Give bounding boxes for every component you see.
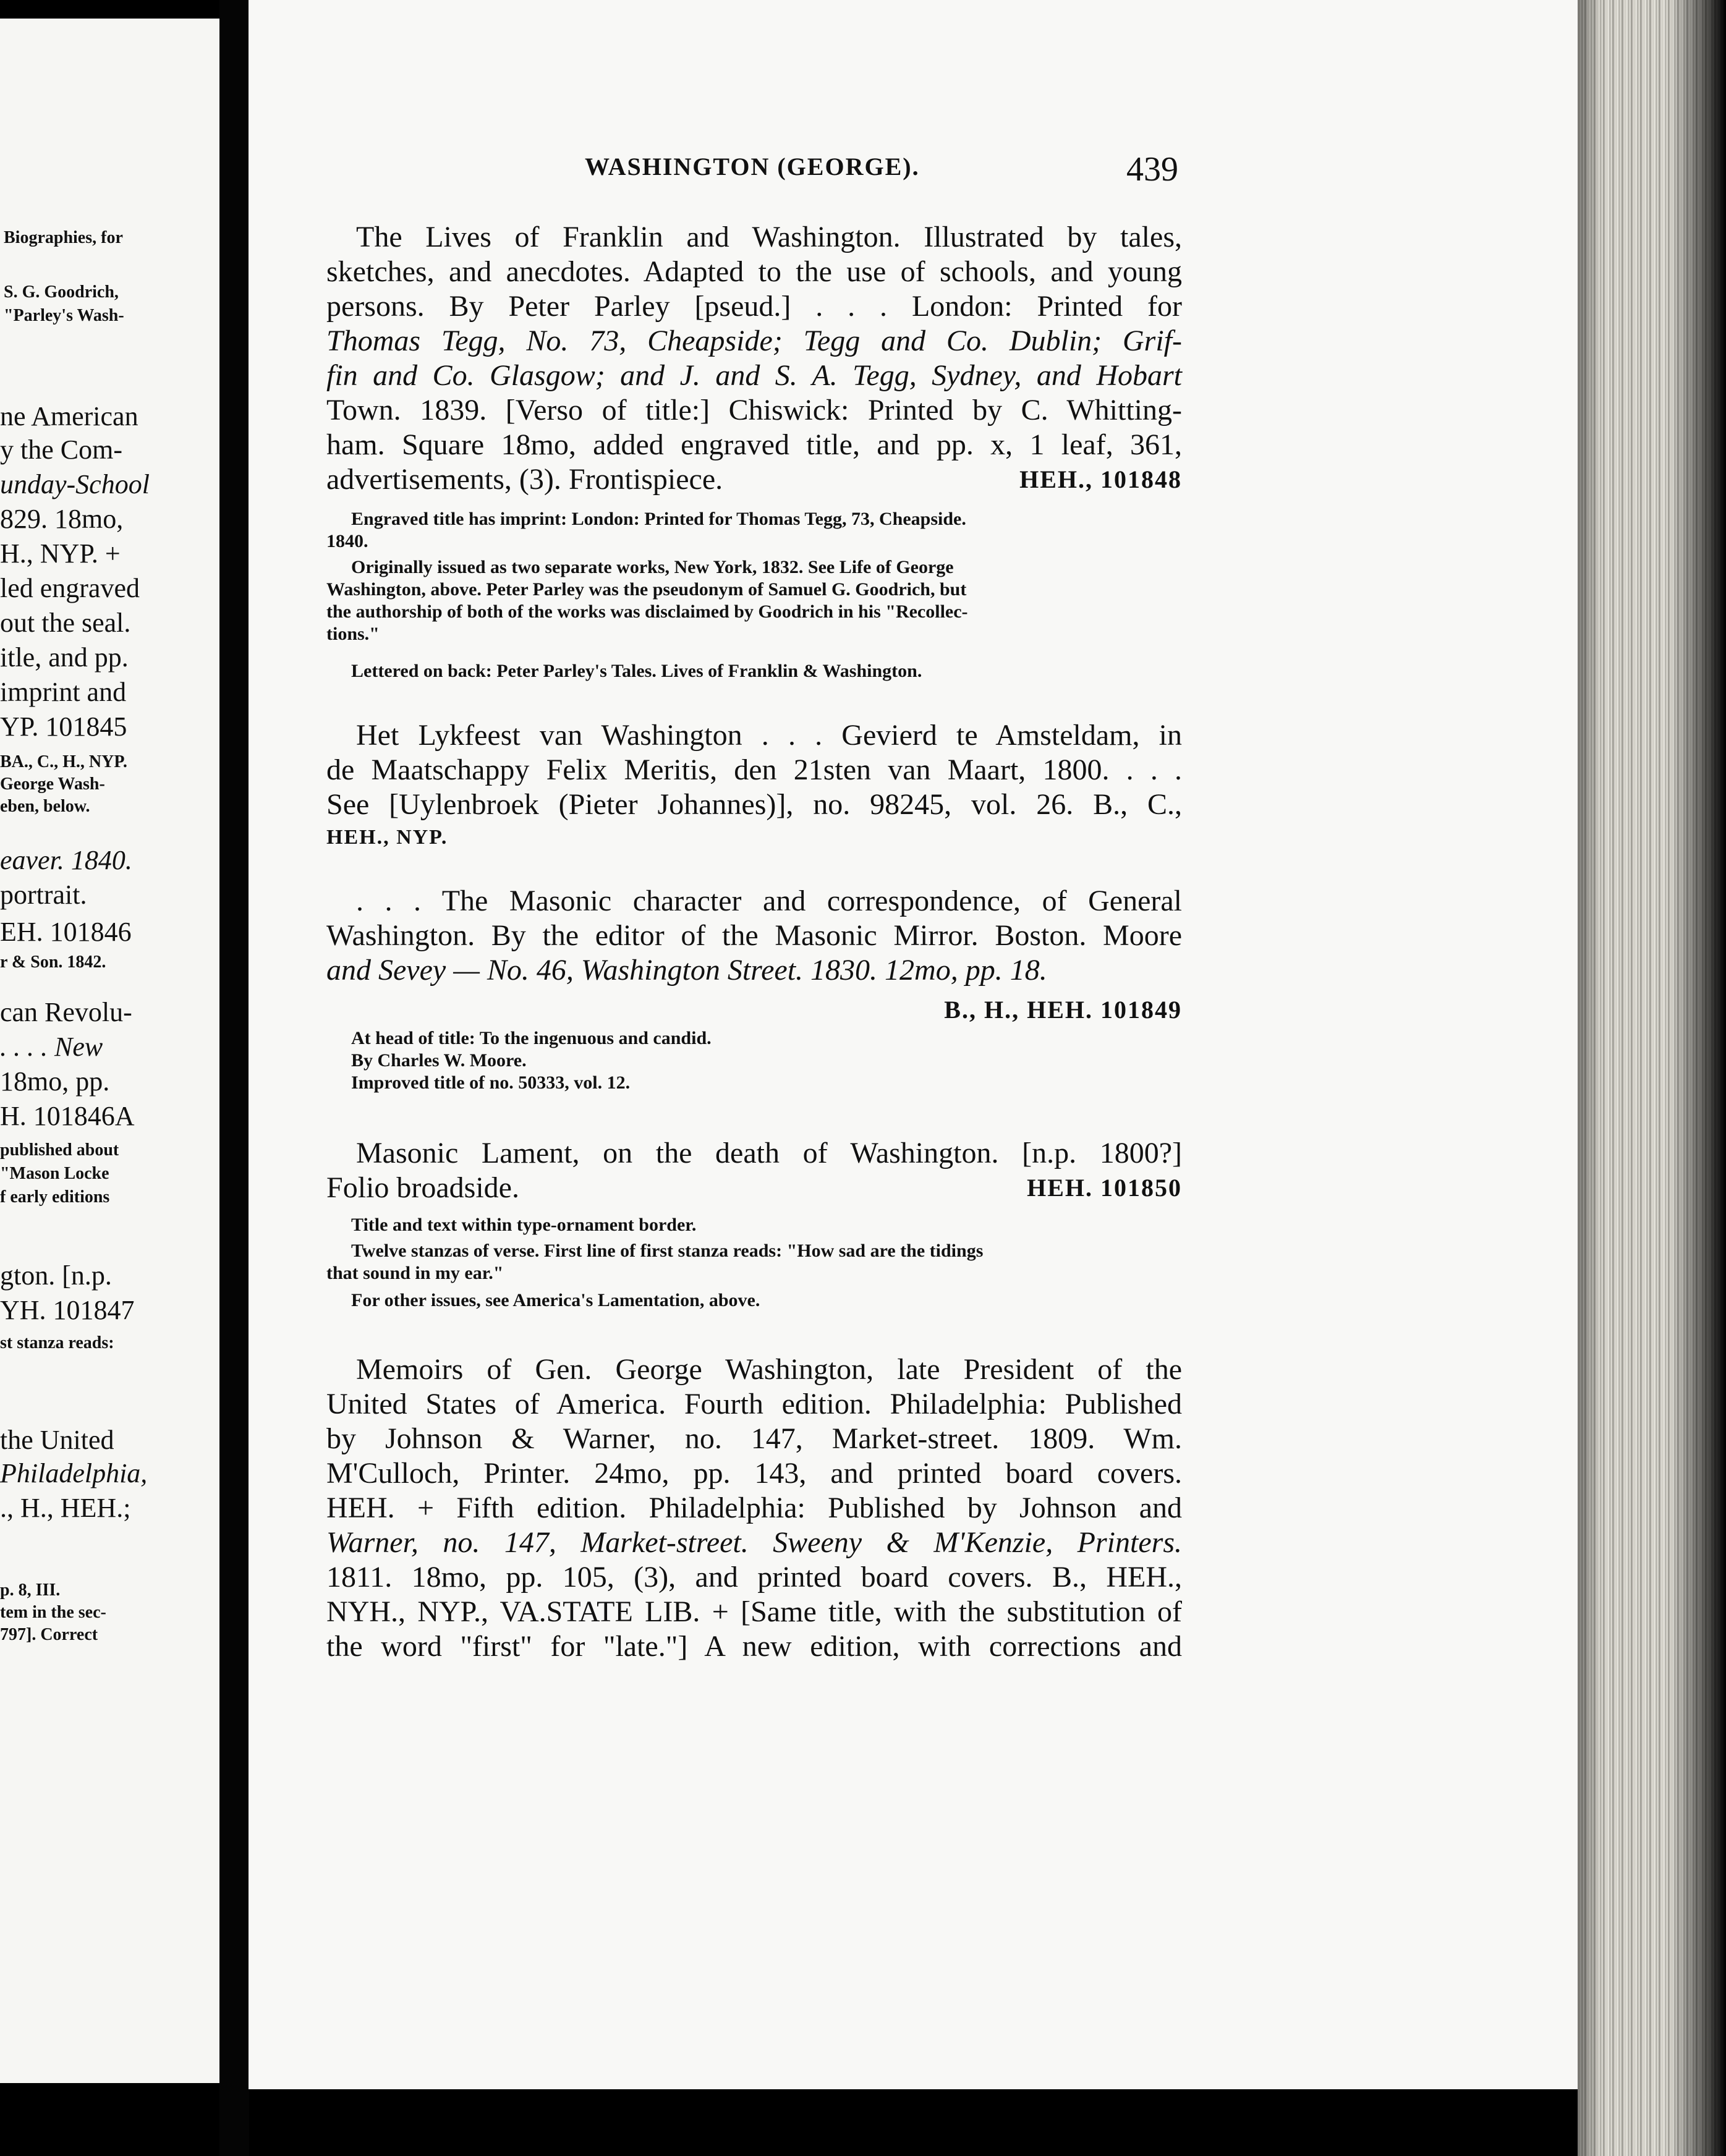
left-text-line: portrait. <box>0 880 87 910</box>
entry-line: Thomas Tegg, No. 73, Cheapside; Tegg and Co. Dublin; Grif- <box>326 325 1182 357</box>
left-text-line: published about <box>0 1140 119 1160</box>
left-text-line: EH. 101846 <box>0 917 132 947</box>
left-text-line: 18mo, pp. <box>0 1066 110 1097</box>
left-text-line: p. 8, III. <box>0 1581 61 1600</box>
location-codes: HEH., NYP. <box>326 826 448 849</box>
page-number: 439 <box>1126 150 1178 189</box>
entry-line: persons. By Peter Parley [pseud.] . . . London: Printed for <box>326 290 1182 323</box>
entry-line: Folio broadside. <box>326 1171 519 1204</box>
left-text-line: YP. 101845 <box>0 711 127 742</box>
entry-line: . . . The Masonic character and correspondence, of General <box>356 885 1182 917</box>
page-edge-shadow <box>1578 0 1602 2156</box>
entry-line: NYH., NYP., VA.STATE LIB. + [Same title, with the substitution of <box>326 1595 1182 1628</box>
left-text-line: George Wash- <box>0 775 105 794</box>
note-line: At head of title: To the ingenuous and candid. <box>351 1028 712 1048</box>
entry-line: United States of America. Fourth edition. Philadelphia: Published <box>326 1388 1182 1420</box>
left-text-line: r & Son. 1842. <box>0 953 106 972</box>
left-text-line: . . . . New <box>0 1032 103 1062</box>
note-line: Originally issued as two separate works, New York, 1832. See Life of George <box>351 557 954 577</box>
note-line: Title and text within type-ornament border. <box>351 1215 697 1235</box>
left-text-line: can Revolu- <box>0 997 132 1027</box>
left-text-line: H., NYP. + <box>0 538 121 569</box>
left-text-line: tem in the sec- <box>0 1603 106 1622</box>
left-text-line: eben, below. <box>0 797 90 816</box>
note-line: For other issues, see America's Lamentation, above. <box>351 1290 760 1310</box>
left-text-line: f early editions <box>0 1187 110 1207</box>
note-line: Washington, above. Peter Parley was the pseudonym of Samuel G. Goodrich, but <box>326 579 967 600</box>
note-line: that sound in my ear." <box>326 1263 504 1283</box>
left-text-line: out the seal. <box>0 608 131 638</box>
entry-line: Warner, no. 147, Market-street. Sweeny & M'Kenzie, Printers. <box>326 1526 1182 1559</box>
left-text-line: st stanza reads: <box>0 1333 114 1352</box>
entry-line: by Johnson & Warner, no. 147, Market-street. 1809. Wm. <box>326 1422 1182 1455</box>
note-line: Engraved title has imprint: London: Printed for Thomas Tegg, 73, Cheapside. <box>351 509 966 529</box>
left-text-line: "Mason Locke <box>0 1164 109 1183</box>
entry-line: Masonic Lament, on the death of Washington. [n.p. 1800?] <box>356 1137 1182 1169</box>
note-line: tions." <box>326 624 380 644</box>
left-text-line: ., H., HEH.; <box>0 1493 131 1523</box>
left-text-line: ne American <box>0 401 138 431</box>
left-text-line: imprint and <box>0 677 127 707</box>
left-page-fragment <box>0 19 226 2083</box>
entry-line: See [Uylenbroek (Pieter Johannes)], no. 98245, vol. 26. B., C., <box>326 788 1182 821</box>
note-line: Improved title of no. 50333, vol. 12. <box>351 1072 631 1093</box>
note-line: By Charles W. Moore. <box>351 1050 527 1071</box>
entry-line: de Maatschappy Felix Meritis, den 21sten van Maart, 1800. . . . <box>326 753 1182 786</box>
left-text-line: itle, and pp. <box>0 642 129 673</box>
entry-line: and Sevey — No. 46, Washington Street. 1830. 12mo, pp. 18. <box>326 954 1047 987</box>
left-text-line: eaver. 1840. <box>0 845 132 875</box>
entry-line: ham. Square 18mo, added engraved title, and pp. x, 1 leaf, 361, <box>326 428 1182 461</box>
entry-line: HEH. + Fifth edition. Philadelphia: Published by Johnson and <box>326 1492 1182 1524</box>
left-text-line: unday-School <box>0 469 150 499</box>
left-text-line: the United <box>0 1425 114 1455</box>
left-text-line: gton. [n.p. <box>0 1260 112 1291</box>
left-text-line: 797]. Correct <box>0 1625 98 1644</box>
left-text-line: H. 101846A <box>0 1101 135 1131</box>
left-text-line: "Parley's Wash- <box>4 306 124 325</box>
book-gutter <box>219 0 249 2156</box>
entry-line: Washington. By the editor of the Masonic Mirror. Boston. Moore <box>326 919 1182 952</box>
left-text-line: S. G. Goodrich, <box>4 282 119 302</box>
left-text-line: y the Com- <box>0 435 122 465</box>
location-codes: HEH. 101850 <box>1027 1174 1182 1202</box>
note-line: Twelve stanzas of verse. First line of first stanza reads: "How sad are the tidings <box>351 1241 984 1261</box>
entry-line: Het Lykfeest van Washington . . . Gevierd te Amsteldam, in <box>356 719 1182 752</box>
entry-line: sketches, and anecdotes. Adapted to the use of schools, and young <box>326 255 1182 288</box>
left-text-line: led engraved <box>0 573 140 603</box>
entry-line: 1811. 18mo, pp. 105, (3), and printed board covers. B., HEH., <box>326 1561 1182 1594</box>
entry-line: advertisements, (3). Frontispiece. <box>326 463 723 496</box>
running-title: WASHINGTON (GEORGE). <box>585 153 920 180</box>
location-codes: B., H., HEH. 101849 <box>944 996 1182 1024</box>
note-line: 1840. <box>326 531 368 551</box>
page-edge-dark <box>1669 0 1726 2156</box>
left-text-line: Biographies, for <box>4 228 123 247</box>
note-line: Lettered on back: Peter Parley's Tales. Lives of Franklin & Washington. <box>351 661 922 681</box>
left-text-line: BA., C., H., NYP. <box>0 752 127 771</box>
entry-line: M'Culloch, Printer. 24mo, pp. 143, and printed board covers. <box>326 1457 1182 1490</box>
entry-line: The Lives of Franklin and Washington. Illustrated by tales, <box>356 221 1182 253</box>
left-text-line: Philadelphia, <box>0 1458 148 1488</box>
location-codes: HEH., 101848 <box>1019 465 1182 493</box>
left-text-line: YH. 101847 <box>0 1295 135 1325</box>
entry-line: fin and Co. Glasgow; and J. and S. A. Tegg, Sydney, and Hobart <box>326 359 1182 392</box>
left-text-line: 829. 18mo, <box>0 504 124 534</box>
note-line: the authorship of both of the works was disclaimed by Goodrich in his "Recollec- <box>326 601 968 622</box>
entry-line: Memoirs of Gen. George Washington, late President of the <box>356 1353 1182 1386</box>
entry-line: Town. 1839. [Verso of title:] Chiswick: Printed by C. Whitting- <box>326 394 1182 427</box>
entry-line: the word "first" for "late."] A new edition, with corrections and <box>326 1630 1182 1663</box>
